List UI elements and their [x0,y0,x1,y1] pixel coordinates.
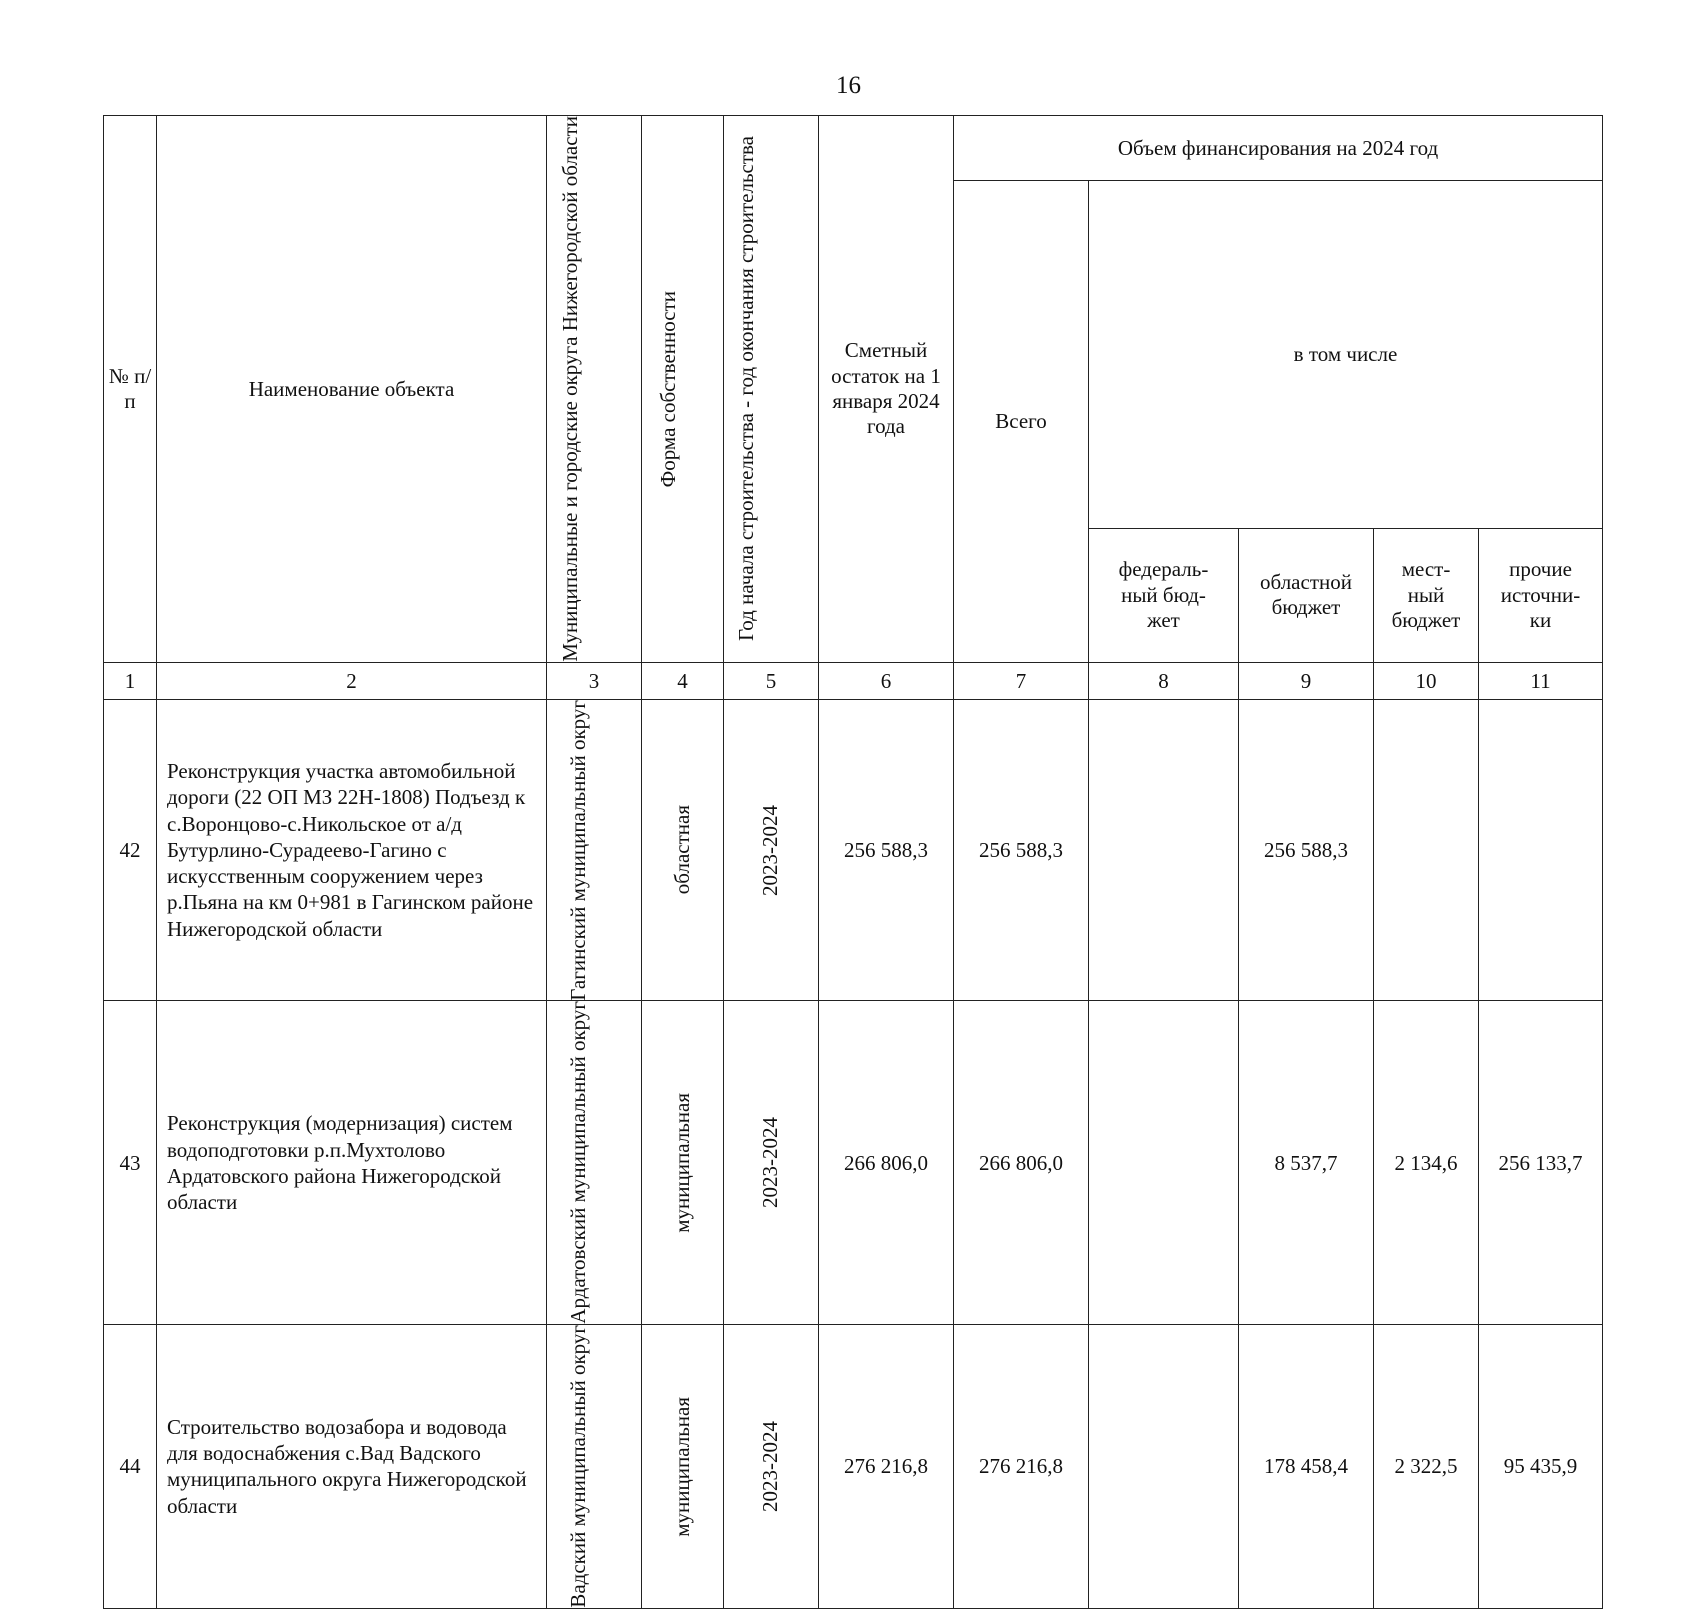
column-number: 11 [1479,662,1603,699]
regional-cell: 8 537,7 [1239,1001,1374,1325]
column-number: 2 [157,662,547,699]
table-row [104,1001,1603,1325]
column-number: 1 [104,662,157,699]
header-estimate: Сметный остаток на 1 января 2024 года [819,116,954,663]
column-number: 5 [724,662,819,699]
ownership-cell: муниципальная [642,1001,724,1325]
row-num: 42 [104,699,157,1001]
page-number: 16 [836,72,861,99]
column-number: 6 [819,662,954,699]
total-cell: 276 216,8 [954,1325,1089,1609]
years-cell: 2023-2024 [724,1001,819,1325]
federal-cell [1089,1001,1239,1325]
header-num: № п/ п [104,116,157,663]
column-number: 3 [547,662,642,699]
municipality-cell: Ардатовский муниципальный округ [547,1001,642,1325]
local-cell: 2 322,5 [1374,1325,1479,1609]
years-cell: 2023-2024 [724,1325,819,1609]
municipality-cell: Гагинский муниципальный округ [547,699,642,1001]
investment-table [103,115,1603,1609]
estimate-cell: 276 216,8 [819,1325,954,1609]
local-cell: 2 134,6 [1374,1001,1479,1325]
column-number: 9 [1239,662,1374,699]
header-total: Всего [954,181,1089,663]
header-local: мест-ный бюджет [1374,528,1479,662]
header-funding: Объем финансирования на 2024 год [954,116,1603,181]
local-cell [1374,699,1479,1001]
column-number: 8 [1089,662,1239,699]
other-cell [1479,699,1603,1001]
federal-cell [1089,699,1239,1001]
object-name: Реконструкция участка автомобильной дороги (22 ОП МЗ 22Н-1808) Подъезд к с.Воронцово-с.Никольское от а/д Бутурлино-Сурадеево-Гагино с искусственным сооружением через р.Пьяна на км 0+981 в Гагинском районе Нижегородской области [157,699,547,1001]
header-ownership: Форма собственности [642,116,724,663]
years-cell: 2023-2024 [724,699,819,1001]
estimate-cell: 266 806,0 [819,1001,954,1325]
header-years: Год начала строительства - год окончания строительства [724,116,819,663]
header-name: Наименование объекта [157,116,547,663]
row-num: 44 [104,1325,157,1609]
column-number: 4 [642,662,724,699]
ownership-cell: муниципальная [642,1325,724,1609]
municipality-cell: Вадский муниципальный округ [547,1325,642,1609]
other-cell: 95 435,9 [1479,1325,1603,1609]
header-including: в том числе [1089,181,1603,529]
table-row [104,1325,1603,1609]
header-municipality: Муниципальные и городские округа Нижегородской области [547,116,642,663]
object-name: Реконструкция (модернизация) систем водоподготовки р.п.Мухтолово Ардатовского района Нижегородской области [157,1001,547,1325]
ownership-cell: областная [642,699,724,1001]
federal-cell [1089,1325,1239,1609]
regional-cell: 256 588,3 [1239,699,1374,1001]
regional-cell: 178 458,4 [1239,1325,1374,1609]
header-other: прочие источни-ки [1479,528,1603,662]
table-row [104,699,1603,1001]
column-number: 7 [954,662,1089,699]
column-number: 10 [1374,662,1479,699]
total-cell: 256 588,3 [954,699,1089,1001]
estimate-cell: 256 588,3 [819,699,954,1001]
header-regional: областной бюджет [1239,528,1374,662]
object-name: Строительство водозабора и водовода для водоснабжения с.Вад Вадского муниципального округа Нижегородской области [157,1325,547,1609]
header-federal: федераль-ный бюд-жет [1089,528,1239,662]
other-cell: 256 133,7 [1479,1001,1603,1325]
row-num: 43 [104,1001,157,1325]
total-cell: 266 806,0 [954,1001,1089,1325]
